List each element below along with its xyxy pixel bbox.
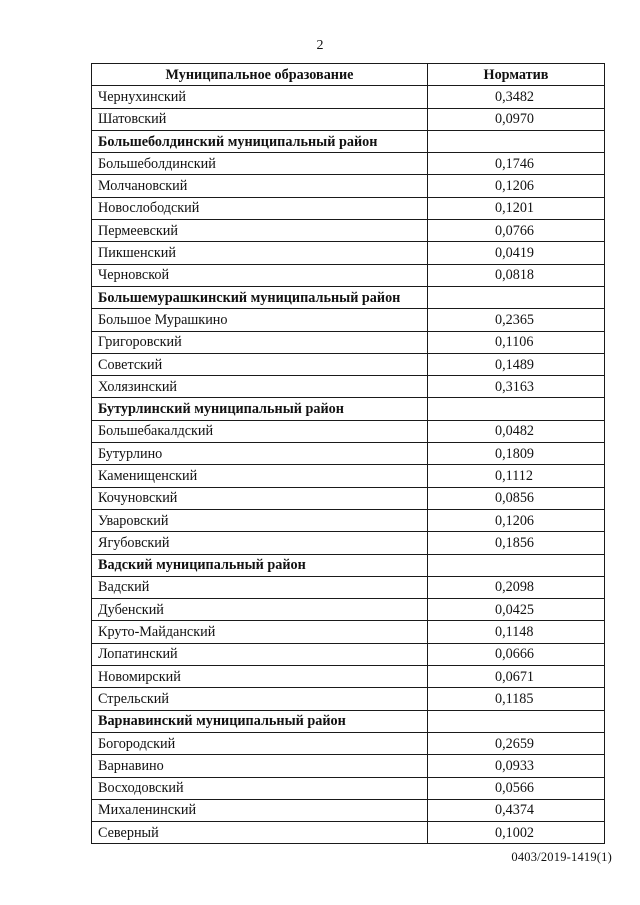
norm-value-cell xyxy=(428,398,605,420)
norm-value-cell: 0,2365 xyxy=(428,309,605,331)
table-row xyxy=(92,242,605,264)
table-row xyxy=(92,420,605,442)
norm-value-cell xyxy=(428,130,605,152)
table-row xyxy=(92,443,605,465)
municipality-name-cell: Пермеевский xyxy=(92,220,428,242)
table-row xyxy=(92,576,605,598)
municipality-name-cell: Каменищенский xyxy=(92,465,428,487)
table-row xyxy=(92,532,605,554)
district-name-cell: Варнавинский муниципальный район xyxy=(92,710,428,732)
district-name-cell: Большемурашкинский муниципальный район xyxy=(92,286,428,308)
table-row xyxy=(92,755,605,777)
municipality-name-cell: Молчановский xyxy=(92,175,428,197)
norm-value-cell: 0,4374 xyxy=(428,799,605,821)
norm-value-cell: 0,1201 xyxy=(428,197,605,219)
table-row xyxy=(92,264,605,286)
district-header-row xyxy=(92,286,605,308)
table-row xyxy=(92,666,605,688)
municipality-name-cell: Черновской xyxy=(92,264,428,286)
norm-value-cell: 0,1746 xyxy=(428,153,605,175)
district-header-row xyxy=(92,130,605,152)
table-row xyxy=(92,86,605,108)
municipality-name-cell: Советский xyxy=(92,353,428,375)
municipality-name-cell: Бутурлино xyxy=(92,443,428,465)
municipality-name-cell: Варнавино xyxy=(92,755,428,777)
norm-value-cell: 0,0818 xyxy=(428,264,605,286)
municipality-name-cell: Пикшенский xyxy=(92,242,428,264)
norm-value-cell: 0,1489 xyxy=(428,353,605,375)
municipality-name-cell: Вадский xyxy=(92,576,428,598)
document-code: 0403/2019-1419(1) xyxy=(511,850,612,864)
norm-value-cell: 0,0933 xyxy=(428,755,605,777)
norm-value-cell: 0,0671 xyxy=(428,666,605,688)
table-body xyxy=(92,86,605,844)
norm-value-cell: 0,1002 xyxy=(428,822,605,844)
norm-value-cell: 0,0666 xyxy=(428,643,605,665)
table-row xyxy=(92,643,605,665)
norm-value-cell: 0,2659 xyxy=(428,732,605,754)
table-row xyxy=(92,197,605,219)
municipality-name-cell: Ягубовский xyxy=(92,532,428,554)
table-row xyxy=(92,465,605,487)
district-name-cell: Большеболдинский муниципальный район xyxy=(92,130,428,152)
district-header-row xyxy=(92,710,605,732)
table-row xyxy=(92,621,605,643)
header-norm: Норматив xyxy=(428,64,605,86)
table-row xyxy=(92,509,605,531)
norm-value-cell: 0,1809 xyxy=(428,443,605,465)
table-row xyxy=(92,108,605,130)
municipality-name-cell: Михаленинский xyxy=(92,799,428,821)
municipality-name-cell: Стрельский xyxy=(92,688,428,710)
district-header-row xyxy=(92,398,605,420)
norm-value-cell: 0,1856 xyxy=(428,532,605,554)
municipality-name-cell: Большое Мурашкино xyxy=(92,309,428,331)
municipality-name-cell: Уваровский xyxy=(92,509,428,531)
municipality-name-cell: Дубенский xyxy=(92,599,428,621)
table-row xyxy=(92,220,605,242)
norm-value-cell: 0,3482 xyxy=(428,86,605,108)
norm-value-cell: 0,0970 xyxy=(428,108,605,130)
table-header-row xyxy=(92,64,605,86)
municipality-name-cell: Новослободский xyxy=(92,197,428,219)
municipality-name-cell: Григоровский xyxy=(92,331,428,353)
norm-value-cell xyxy=(428,554,605,576)
norm-value-cell xyxy=(428,710,605,732)
municipality-name-cell: Чернухинский xyxy=(92,86,428,108)
norm-value-cell: 0,1206 xyxy=(428,509,605,531)
norm-value-cell: 0,2098 xyxy=(428,576,605,598)
norm-value-cell: 0,1148 xyxy=(428,621,605,643)
municipality-name-cell: Круто-Майданский xyxy=(92,621,428,643)
table-row xyxy=(92,799,605,821)
norm-table xyxy=(91,63,605,844)
norm-value-cell: 0,0766 xyxy=(428,220,605,242)
norm-value-cell: 0,1112 xyxy=(428,465,605,487)
district-header-row xyxy=(92,554,605,576)
municipality-name-cell: Кочуновский xyxy=(92,487,428,509)
district-name-cell: Вадский муниципальный район xyxy=(92,554,428,576)
table-row xyxy=(92,376,605,398)
municipality-name-cell: Богородский xyxy=(92,732,428,754)
norm-value-cell: 0,0856 xyxy=(428,487,605,509)
table-row xyxy=(92,599,605,621)
norm-value-cell: 0,3163 xyxy=(428,376,605,398)
municipality-name-cell: Большеболдинский xyxy=(92,153,428,175)
norm-value-cell: 0,0482 xyxy=(428,420,605,442)
table-row xyxy=(92,688,605,710)
norm-value-cell: 0,1185 xyxy=(428,688,605,710)
district-name-cell: Бутурлинский муниципальный район xyxy=(92,398,428,420)
municipality-name-cell: Холязинский xyxy=(92,376,428,398)
header-municipality: Муниципальное образование xyxy=(92,64,428,86)
norm-value-cell: 0,1206 xyxy=(428,175,605,197)
municipality-name-cell: Шатовский xyxy=(92,108,428,130)
norm-value-cell: 0,0425 xyxy=(428,599,605,621)
norm-value-cell xyxy=(428,286,605,308)
municipality-name-cell: Большебакалдский xyxy=(92,420,428,442)
table-row xyxy=(92,153,605,175)
table-row xyxy=(92,353,605,375)
page-number: 2 xyxy=(316,38,324,53)
table-row xyxy=(92,822,605,844)
table-row xyxy=(92,732,605,754)
table-row xyxy=(92,175,605,197)
norm-value-cell: 0,0419 xyxy=(428,242,605,264)
table-row xyxy=(92,331,605,353)
municipality-name-cell: Северный xyxy=(92,822,428,844)
norm-value-cell: 0,0566 xyxy=(428,777,605,799)
municipality-name-cell: Лопатинский xyxy=(92,643,428,665)
table-row xyxy=(92,309,605,331)
municipality-name-cell: Восходовский xyxy=(92,777,428,799)
table-row xyxy=(92,777,605,799)
norm-value-cell: 0,1106 xyxy=(428,331,605,353)
municipality-name-cell: Новомирский xyxy=(92,666,428,688)
table-row xyxy=(92,487,605,509)
